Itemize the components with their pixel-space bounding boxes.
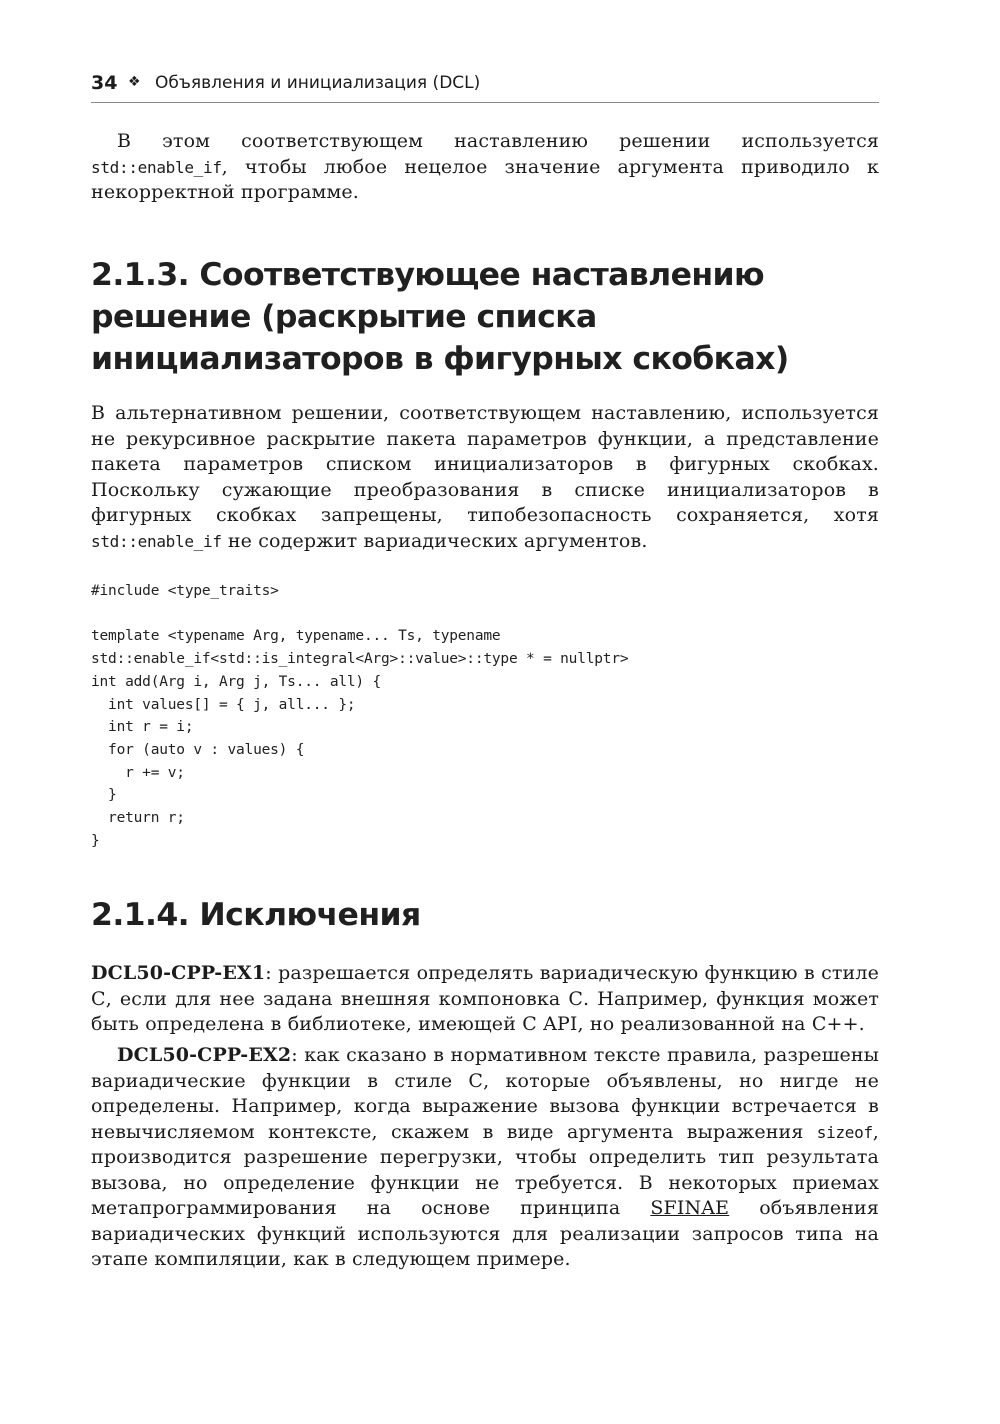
exception-1-label: DCL50-CPP-EX1: [91, 962, 266, 984]
running-title: Объявления и инициализация (DCL): [155, 73, 481, 93]
exception-1-paragraph: [91, 961, 879, 1038]
code-listing: #include <type_traits> template <typename Arg, typename... Ts, typename std::enable_if<std::is_integral<Arg>::value>::type * = nullptr> int add(Arg i, Arg j, Ts... all) { int values[] = { j, all... }; int r = i; for (auto v : values) { r += v; } return r; }: [91, 583, 629, 849]
sfinae-link[interactable]: SFINAE: [650, 1197, 730, 1219]
exception-2-code: sizeof: [816, 1122, 873, 1142]
running-header: [91, 70, 879, 103]
diamond-separator-icon: ❖: [128, 74, 141, 90]
intro-paragraph: [91, 129, 879, 206]
page-number: 34: [91, 72, 118, 94]
section-2-1-3-text-1: В альтернативном решении, соответствующем наставлению, используется не рекурсивное раскрытие пакета параметров функции, а представление пакета параметров списком инициализаторов в фигурных скобках. Поскольку сужающие преобразования в списке инициализаторов в фигурных скобках запрещены, типобезопасность сохраняется, хотя: [91, 402, 879, 526]
intro-text-1: В этом соответствующем наставлению решении используется: [117, 130, 879, 152]
section-2-1-3-paragraph: [91, 401, 879, 554]
exception-2-text-2: , производится разрешение перегрузки, чтобы определить тип результата вызова, но определение функции не требуется. В некоторых приемах метапрограммирования на основе принципа: [91, 1120, 879, 1219]
section-2-1-3-code: std::enable_if: [91, 531, 222, 551]
intro-text-2: , чтобы любое нецелое значение аргумента приводило к некорректной программе.: [91, 155, 879, 203]
section-2-1-3-text-2: не содержит вариадических аргументов.: [221, 529, 648, 552]
exception-1-text: : разрешается определять вариадическую функцию в стиле С, если для нее задана внешняя компоновка С. Например, функция может быть определена в библиотеке, имеющей C API, но реализованной на C++.: [91, 962, 879, 1035]
exception-2-text-1: : как сказано в нормативном тексте правила, разрешены вариадические функции в стиле С, которые объявлены, но нигде не определены. Например, когда выражение вызова функции встречается в невычисляемом контексте, скажем в виде аргумента выражения: [91, 1044, 879, 1143]
exception-2-text-3: объявления вариадических функций используются для реализации запросов типа на этапе компиляции, как в следующем примере.: [91, 1197, 879, 1270]
exception-2-label: DCL50-CPP-EX2: [117, 1044, 292, 1066]
section-2-1-4-heading: 2.1.4. Исключения: [91, 897, 421, 933]
exception-2-paragraph: [91, 1043, 879, 1273]
intro-code: std::enable_if: [91, 157, 222, 177]
section-2-1-3-heading: 2.1.3. Соответствующее наставлению решение (раскрытие списка инициализаторов в фигурных скобках): [91, 257, 789, 377]
